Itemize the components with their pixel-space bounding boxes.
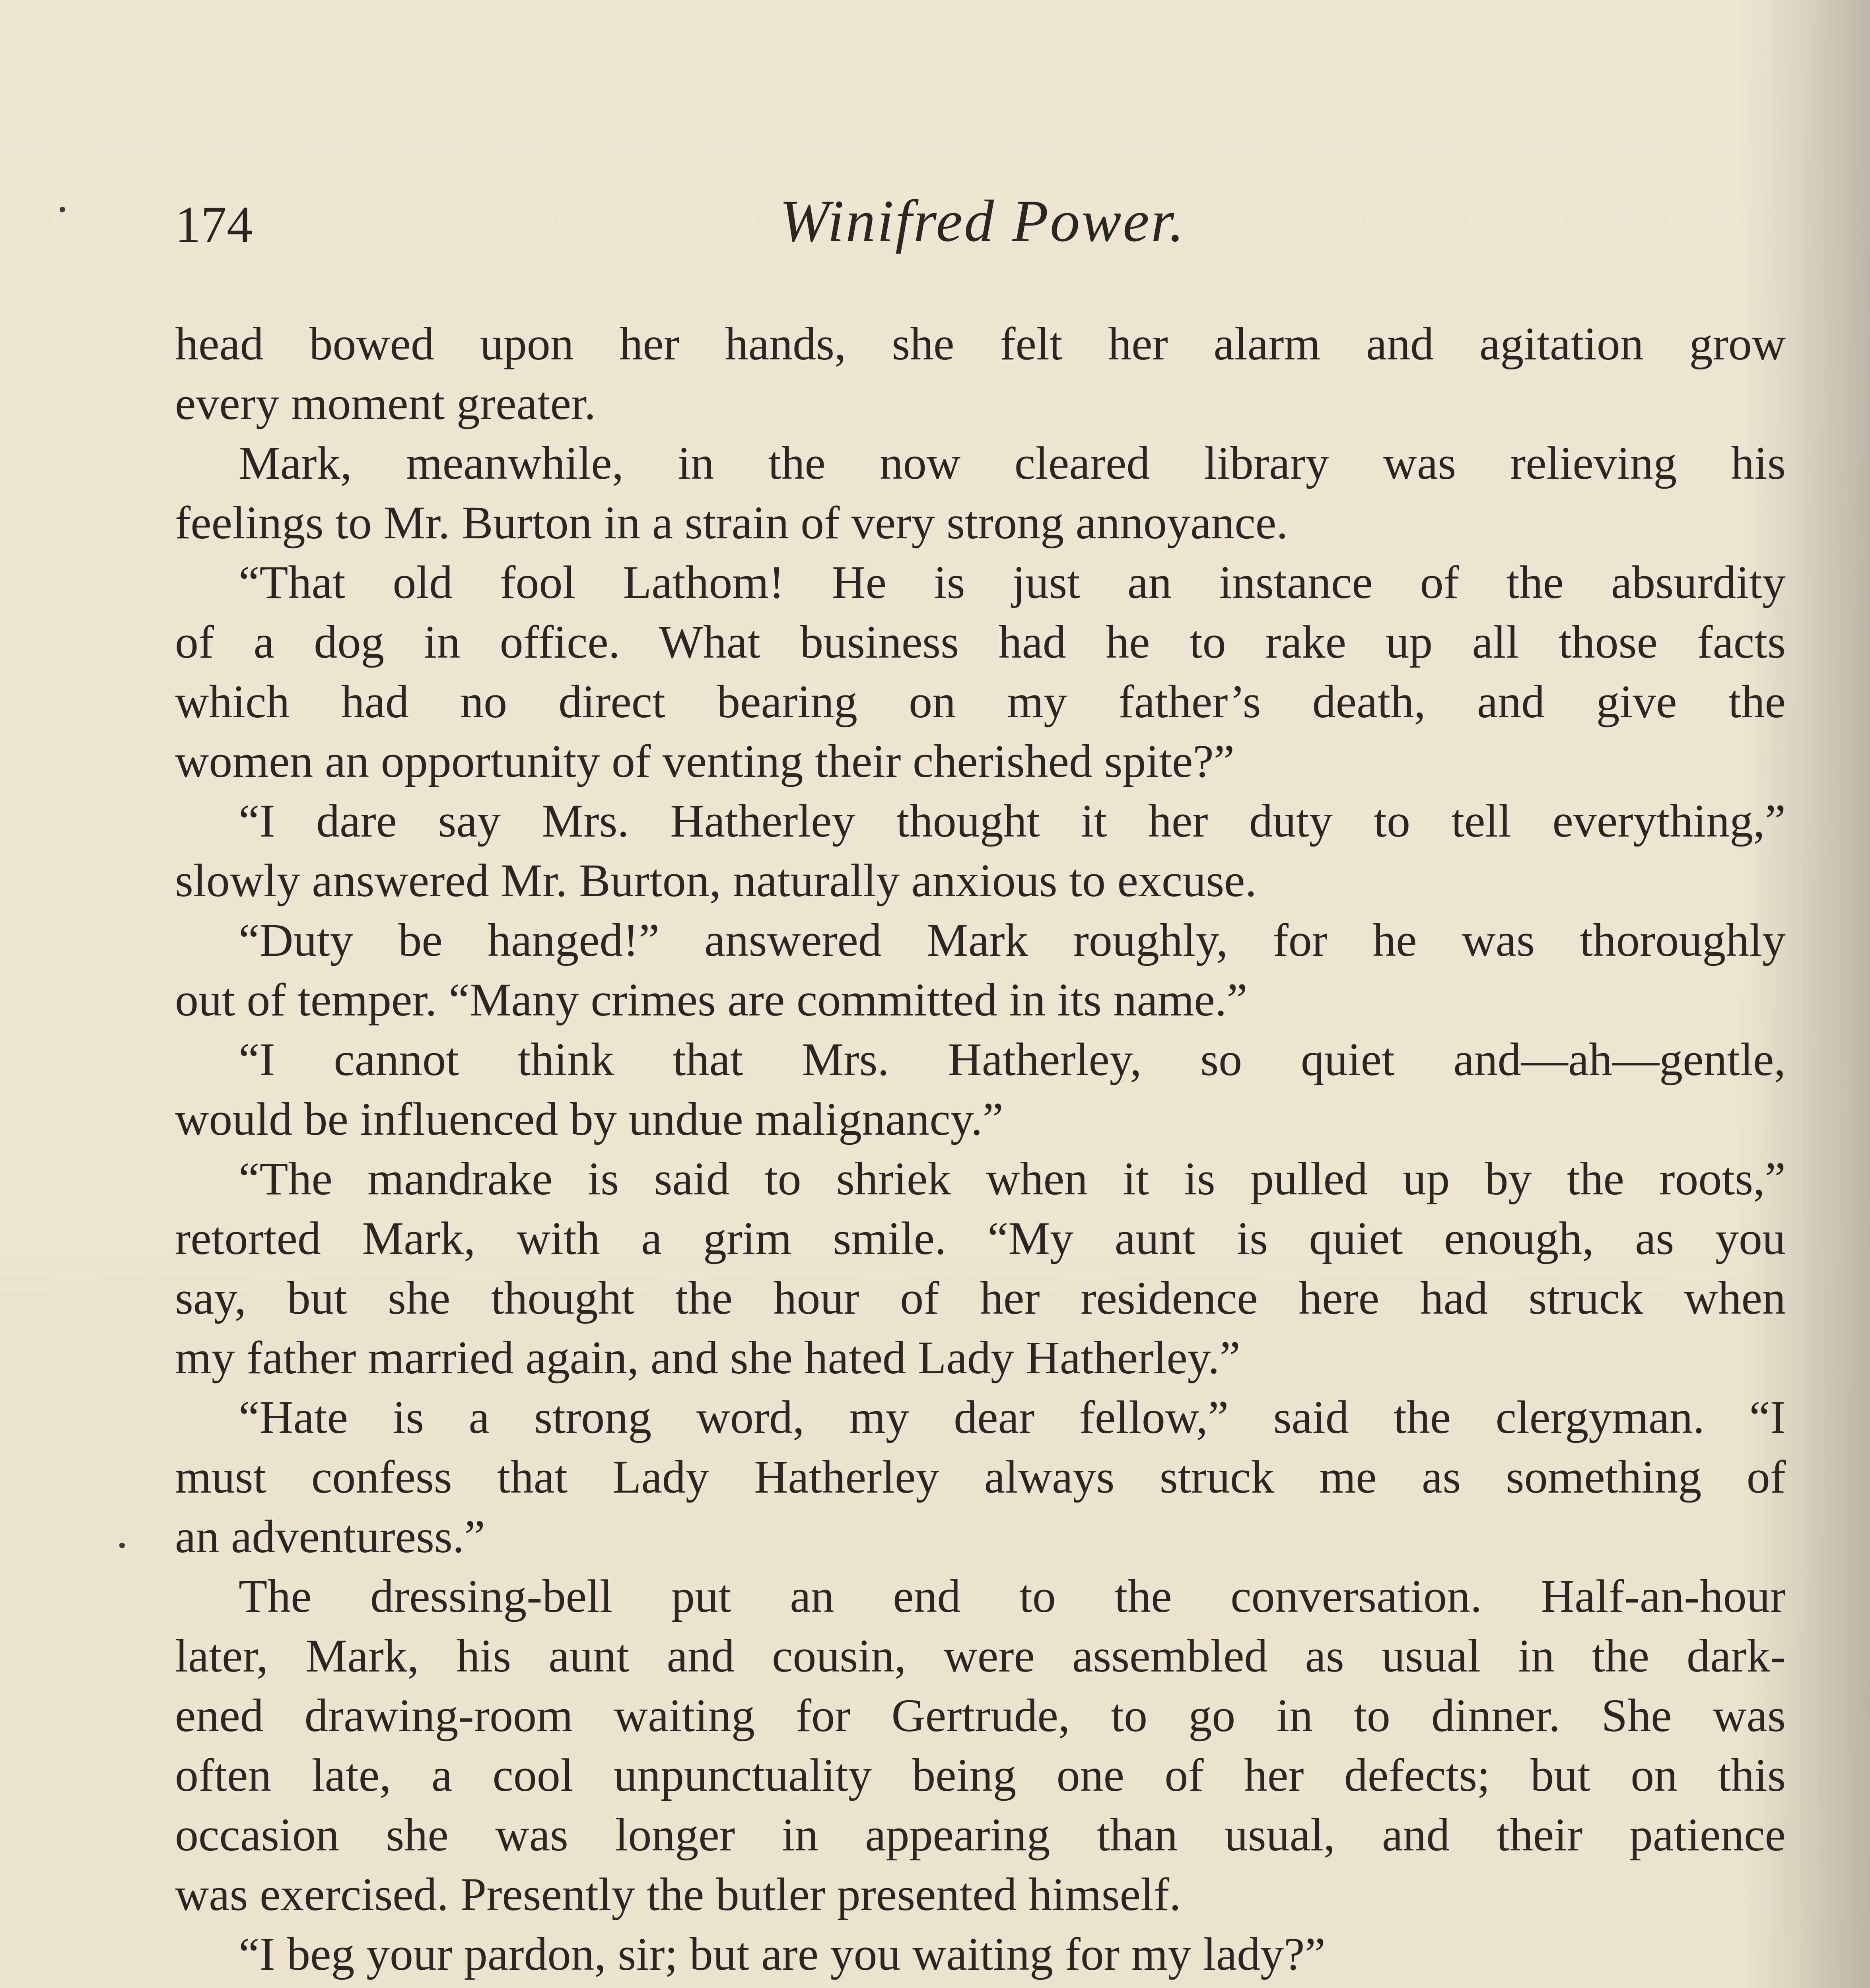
text-line: “That old fool Lathom! He is just an instance of the absurdity xyxy=(239,556,1786,608)
text-line: which had no direct bearing on my father’s death, and give the xyxy=(175,676,1786,728)
running-head xyxy=(175,187,1786,266)
text-line: “The mandrake is said to shriek when it is pulled up by the roots,” xyxy=(239,1153,1786,1205)
body-text xyxy=(175,314,1786,1988)
text-line: “Hate is a strong word, my dear fellow,” said the clergyman. “I xyxy=(239,1391,1786,1443)
text-line: was exercised. Presently the butler presented himself. xyxy=(175,1868,1181,1920)
text-line: slowly answered Mr. Burton, naturally anxious to excuse. xyxy=(175,854,1257,907)
text-line: often late, a cool unpunctuality being one of her defects; but on this xyxy=(175,1749,1786,1801)
text-line: “I cannot think that Mrs. Hatherley, so quiet and—ah—gentle, xyxy=(239,1033,1786,1085)
running-title: Winifred Power. xyxy=(779,188,1186,254)
text-line: would be influenced by undue malignancy.” xyxy=(175,1093,1003,1145)
text-line: must confess that Lady Hatherley always struck me as something of xyxy=(175,1451,1786,1503)
text-line: feelings to Mr. Burton in a strain of very strong annoyance. xyxy=(175,497,1288,549)
text-line: of a dog in office. What business had he to rake up all those facts xyxy=(175,616,1786,668)
text-line: retorted Mark, with a grim smile. “My aunt is quiet enough, as you xyxy=(175,1212,1786,1264)
text-line: “Duty be hanged!” answered Mark roughly, for he was thoroughly xyxy=(239,914,1786,966)
text-line: ened drawing-room waiting for Gertrude, to go in to dinner. She was xyxy=(175,1689,1786,1741)
text-line: every moment greater. xyxy=(175,377,596,429)
ink-speck xyxy=(119,1543,125,1548)
ink-speck xyxy=(60,207,65,212)
text-line: out of temper. “Many crimes are committed in its name.” xyxy=(175,974,1248,1026)
text-line: Mark, meanwhile, in the now cleared library was relieving his xyxy=(239,437,1786,489)
text-line: say, but she thought the hour of her residence here had struck when xyxy=(175,1272,1786,1324)
text-line: “I beg your pardon, sir; but are you waiting for my lady?” xyxy=(239,1928,1326,1980)
text-line: later, Mark, his aunt and cousin, were assembled as usual in the dark- xyxy=(175,1630,1786,1682)
page-number: 174 xyxy=(175,196,253,253)
text-line: an adventuress.” xyxy=(175,1510,485,1563)
text-line xyxy=(175,1984,1786,1988)
text-line: my father married again, and she hated Lady Hatherley.” xyxy=(175,1332,1240,1384)
text-line: “I dare say Mrs. Hatherley thought it her duty to tell everything,” xyxy=(239,795,1786,847)
text-line: occasion she was longer in appearing than usual, and their patience xyxy=(175,1809,1786,1861)
text-line: The dressing-bell put an end to the conversation. Half-an-hour xyxy=(239,1570,1786,1622)
text-line: women an opportunity of venting their cherished spite?” xyxy=(175,735,1235,787)
text-line: head bowed upon her hands, she felt her alarm and agitation grow xyxy=(175,318,1786,370)
